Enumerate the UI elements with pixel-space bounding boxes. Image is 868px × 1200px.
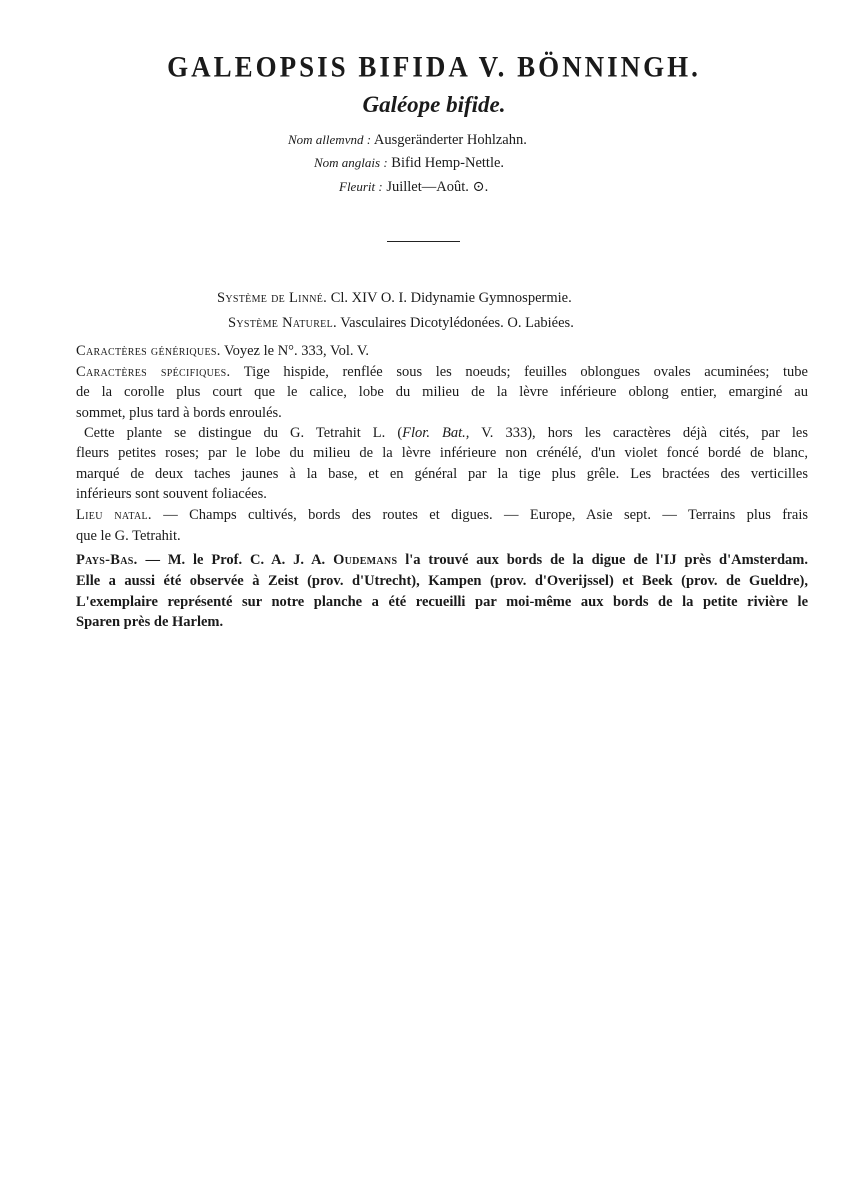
english-name-line bbox=[314, 155, 504, 172]
linne-system-line bbox=[217, 290, 572, 307]
distinction-line-3: marqué de deux taches jaunes à la base, et en général par la tige plus grêle. Les bractées des verticilles bbox=[76, 466, 808, 482]
generic-characters-value: Voyez le N°. 333, Vol. V. bbox=[224, 343, 370, 359]
naturel-label: Système Naturel. bbox=[228, 315, 337, 331]
linne-label: Système de Linné. bbox=[217, 290, 328, 306]
flowering-label: Fleurit : bbox=[339, 179, 383, 194]
naturel-system-line bbox=[228, 315, 574, 332]
distinction-text-1c: V. 333), hors les caractères déjà cités, par les bbox=[469, 425, 808, 441]
flowering-line bbox=[339, 179, 488, 196]
distinction-line-4: inférieurs sont souvent foliacées. bbox=[76, 486, 267, 502]
section-divider bbox=[387, 241, 460, 242]
netherlands-line-3: L'exemplaire représenté sur notre planche a été recueilli par moi-même aux bords de la petite rivière le bbox=[76, 594, 808, 610]
native-place-text-1: — Champs cultivés, bords des routes et digues. — Europe, Asie sept. — Terrains plus frais bbox=[151, 507, 808, 523]
native-place-line-2: que le G. Tetrahit. bbox=[76, 528, 181, 544]
specific-characters-text-1: Tige hispide, renflée sous les noeuds; feuilles oblongues ovales acuminées; tube bbox=[243, 364, 808, 380]
generic-characters-line bbox=[76, 343, 369, 360]
distinction-text-1a: Cette plante se distingue du G. Tetrahit L. ( bbox=[84, 425, 403, 441]
oudemans-name: Oudemans bbox=[333, 552, 398, 568]
netherlands-line-1 bbox=[76, 552, 808, 569]
netherlands-line-4: Sparen près de Harlem. bbox=[76, 614, 224, 630]
german-name-label: Nom allemvnd : bbox=[288, 132, 372, 147]
flora-reference: Flor. Bat., bbox=[402, 425, 470, 441]
english-name-value: Bifid Hemp-Nettle. bbox=[391, 155, 505, 171]
netherlands-text-1b: l'a trouvé aux bords de la digue de l'IJ près d'Amsterdam. bbox=[397, 552, 809, 568]
specific-characters-line-3: sommet, plus tard à bords enroulés. bbox=[76, 405, 282, 421]
english-name-label: Nom anglais : bbox=[314, 155, 388, 170]
flowering-value: Juillet—Août. ⊙. bbox=[386, 179, 489, 195]
specific-characters-line-1 bbox=[76, 364, 808, 381]
native-place-label: Lieu natal. bbox=[76, 507, 152, 523]
specific-characters-line-2: de la corolle plus court que le calice, lobe du milieu de la lèvre inférieure oblong entier, emarginé au bbox=[76, 384, 808, 400]
generic-characters-label: Caractères génériques. bbox=[76, 343, 221, 359]
distinction-line-2: fleurs petites roses; par le lobe du milieu de la lèvre inférieure non crénélé, d'un violet foncé bordé de blanc, bbox=[76, 445, 808, 461]
netherlands-text-1a: — M. le Prof. C. A. J. A. bbox=[137, 552, 334, 568]
page-title: GALEOPSIS BIFIDA V. BÖNNINGH. bbox=[167, 50, 701, 84]
german-name-line bbox=[288, 132, 527, 149]
netherlands-line-2: Elle a aussi été observée à Zeist (prov. d'Utrecht), Kampen (prov. d'Overijssel) et Beek (prov. de Gueldre), bbox=[76, 573, 808, 589]
specific-characters-label: Caractères spécifiques. bbox=[76, 364, 231, 380]
naturel-value: Vasculaires Dicotylédonées. O. Labiées. bbox=[340, 315, 574, 331]
distinction-line-1 bbox=[84, 425, 808, 442]
german-name-value: Ausgeränderter Hohlzahn. bbox=[373, 132, 527, 148]
page-subtitle: Galéope bifide. bbox=[362, 92, 506, 117]
netherlands-label: Pays-Bas. bbox=[76, 552, 138, 568]
linne-value: Cl. XIV O. I. Didynamie Gymnospermie. bbox=[330, 290, 572, 306]
native-place-line-1 bbox=[76, 507, 808, 524]
